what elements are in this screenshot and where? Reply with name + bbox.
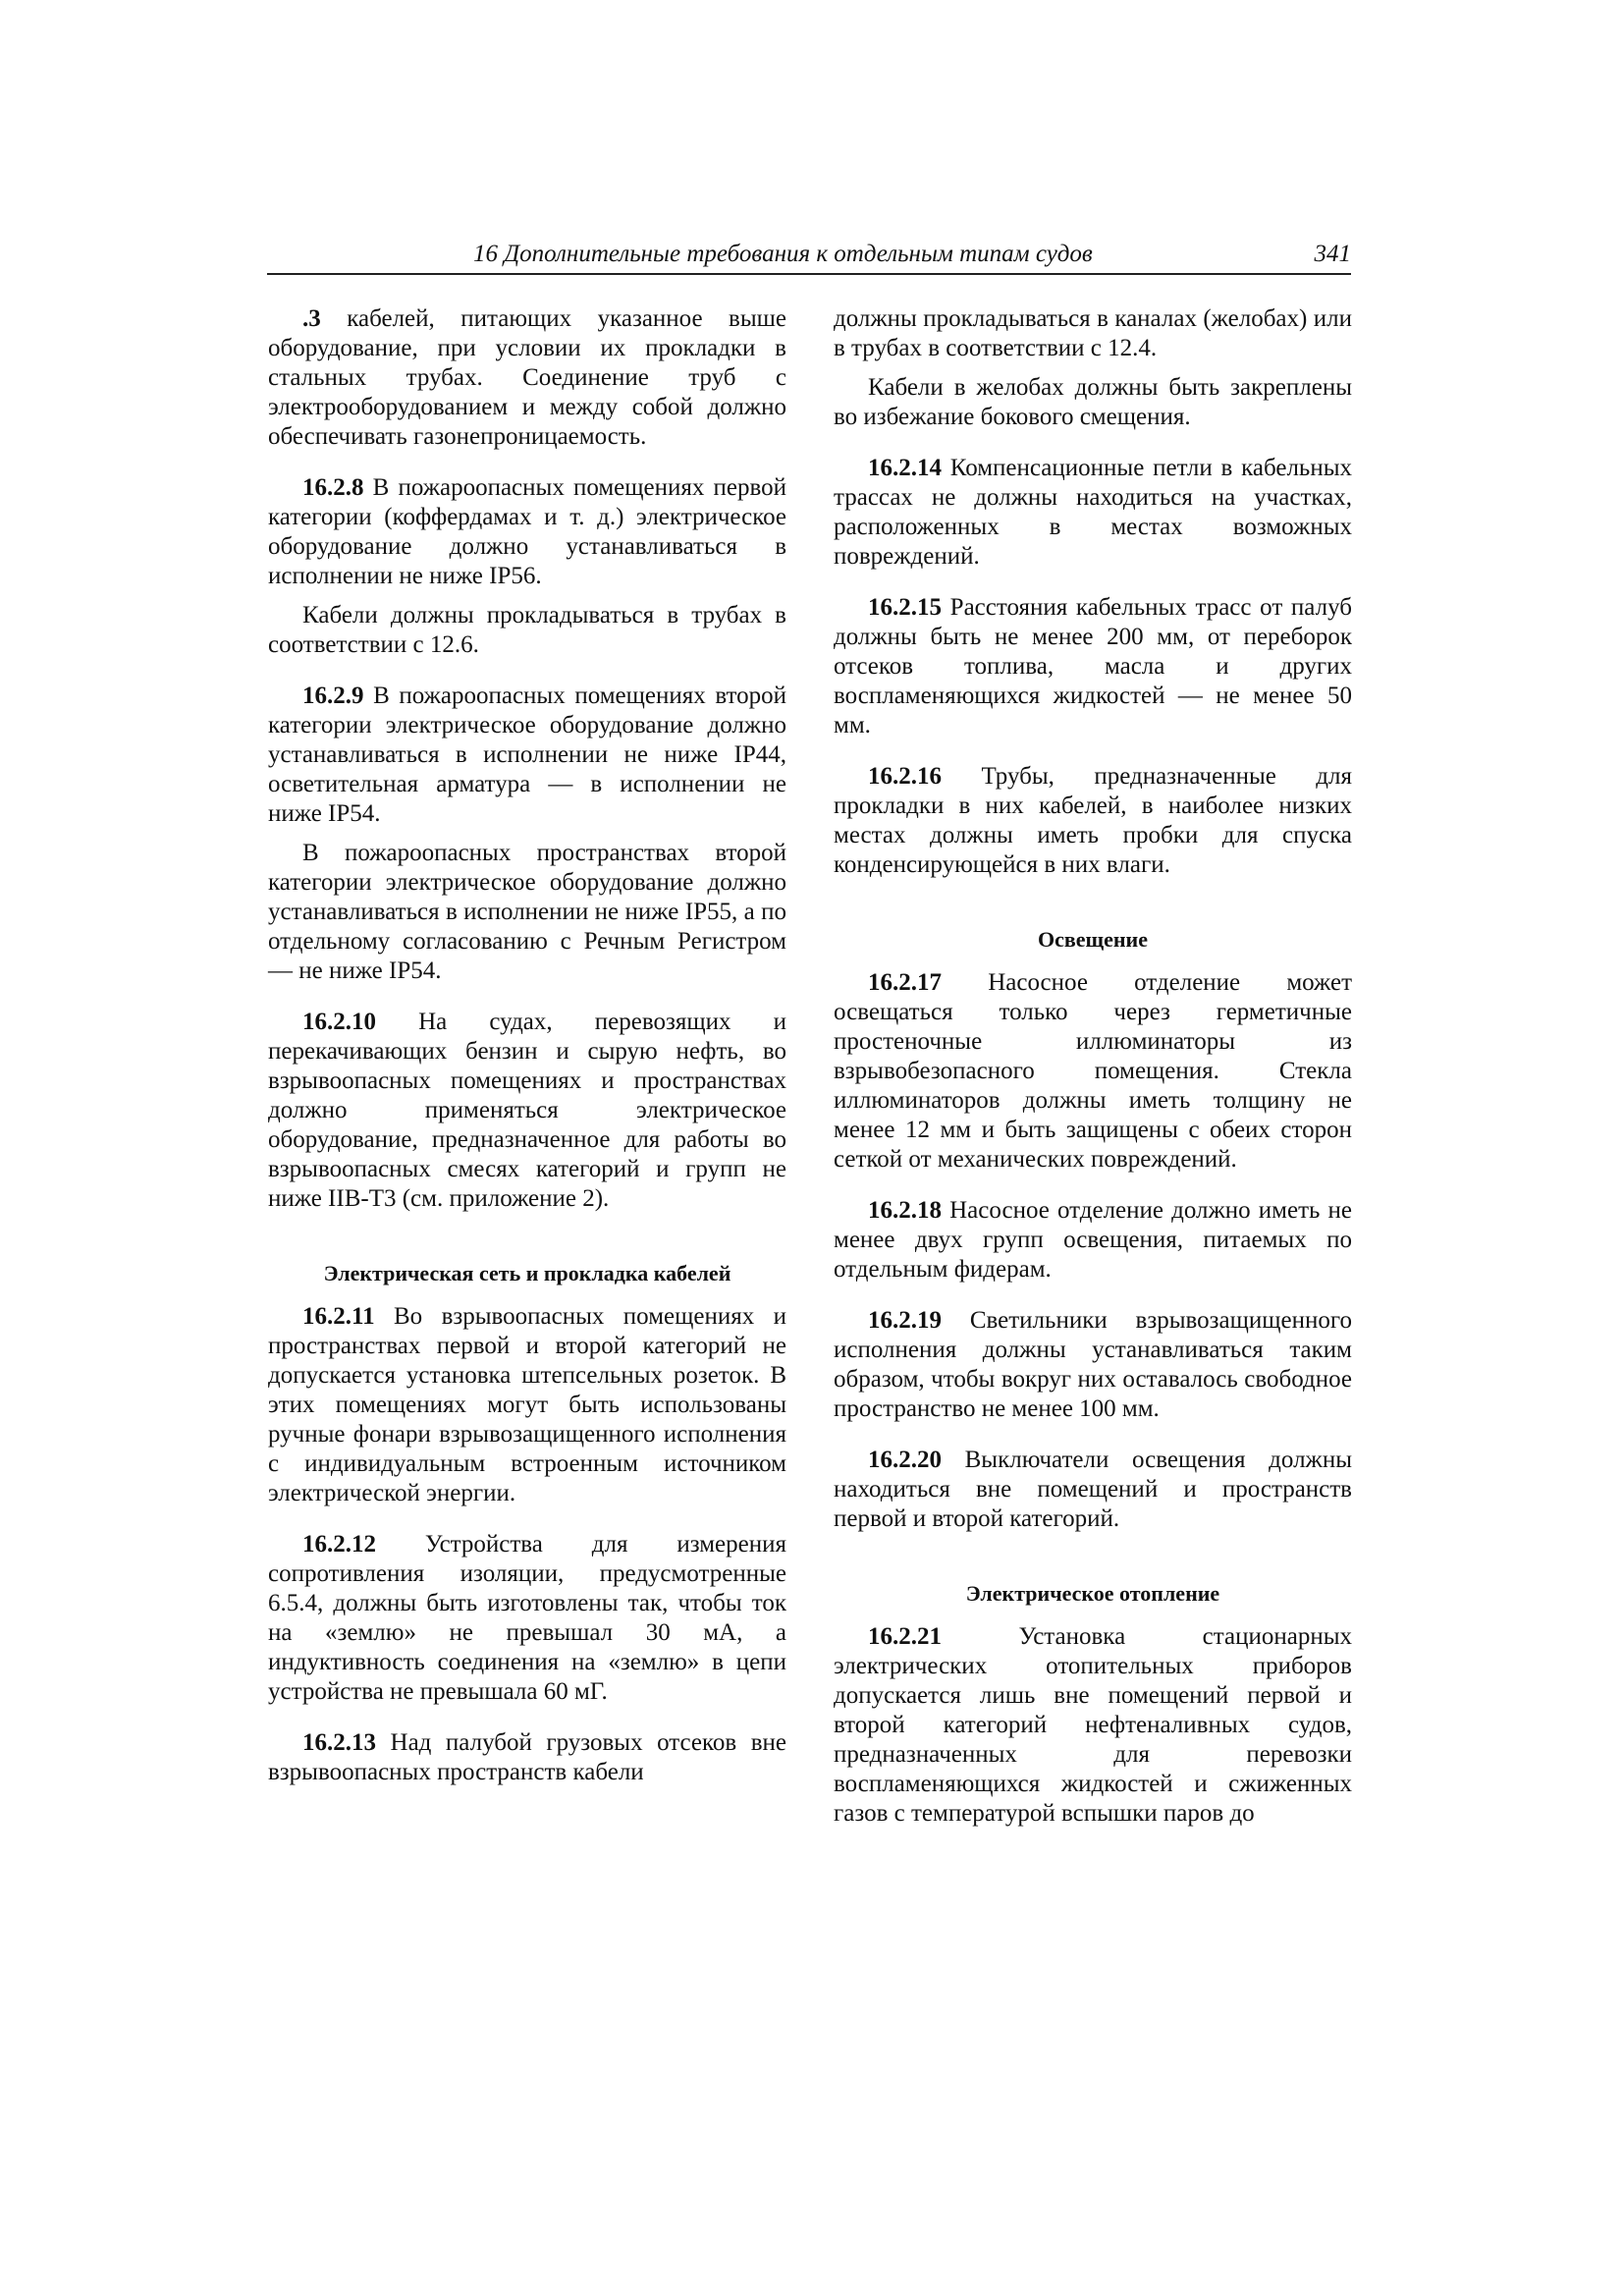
paragraph-text: Во взрывоопасных помещениях и пространствах первой и второй категорий не допускается установка штепсельных розеток. В этих помещениях могут быть использованы ручные фонари взрывозащищенного исполнения с индивидуальным встроенным источником электрической энергии.	[268, 1303, 786, 1506]
paragraph-text: Установка стационарных электрических отопительных приборов допускается лишь вне помещений первой и второй категорий нефтеналивных судов, предназначенных для перевозки воспламеняющихся жидкостей и сжиженных газов с температурой вспышки паров до	[834, 1623, 1352, 1827]
paragraph-text: Насосное отделение должно иметь не менее двух групп освещения, питаемых по отдельным фидерам.	[834, 1197, 1352, 1283]
paragraph-cable-trays: Кабели в желобах должны быть закреплены во избежание бокового смещения.	[834, 374, 1352, 430]
paragraph-text: В пожароопасных помещениях второй категории электрическое оборудование должно устанавливаться в исполнении не ниже IP44, осветительная арматура — в исполнении не ниже IP54.	[268, 683, 786, 827]
paragraph-text: Выключатели освещения должны находиться вне помещений и пространств первой и второй категорий.	[834, 1447, 1352, 1532]
paragraph-16-2-13	[268, 1728, 786, 1787]
clause-number: .3	[302, 305, 321, 332]
paragraph-item-3	[268, 304, 786, 452]
page-number: 341	[1314, 241, 1351, 267]
paragraph-text: Трубы, предназначенные для прокладки в них кабелей, в наиболее низких местах должны иметь пробки для спуска конденсирующейся в них влаги.	[834, 763, 1352, 878]
clause-number: 16.2.14	[868, 455, 942, 481]
clause-number: 16.2.10	[302, 1009, 376, 1035]
clause-number: 16.2.19	[868, 1307, 942, 1334]
clause-number: 16.2.17	[868, 969, 942, 996]
paragraph-text: На судах, перевозящих и перекачивающих бензин и сырую нефть, во взрывоопасных помещениях и пространствах должно применяться электрическое оборудование, предназначенное для работы во взрывоопасных смесях категорий и групп не ниже IIВ-Т3 (см. приложение 2).	[268, 1009, 786, 1212]
paragraph-continuation: должны прокладываться в каналах (желобах) или в трубах в соответствии с 12.4.	[834, 305, 1352, 361]
section-heading-network: Электрическая сеть и прокладка кабелей	[323, 1261, 731, 1285]
clause-number: 16.2.9	[302, 683, 364, 709]
left-column	[268, 304, 786, 1787]
paragraph-cables-pipes: Кабели должны прокладываться в трубах в соответствии с 12.6.	[268, 602, 786, 658]
paragraph-text: Светильники взрывозащищенного исполнения должны устанавливаться таким образом, чтобы вокруг них оставалось свободное пространство не менее 100 мм.	[834, 1307, 1352, 1422]
paragraph-16-2-16	[834, 762, 1352, 880]
running-header	[267, 240, 1351, 275]
clause-number: 16.2.21	[868, 1623, 942, 1650]
paragraph-16-2-8	[268, 473, 786, 591]
paragraph-16-2-14	[834, 454, 1352, 572]
clause-number: 16.2.11	[302, 1303, 375, 1330]
clause-number: 16.2.12	[302, 1531, 376, 1558]
right-column	[834, 304, 1352, 1829]
chapter-title: 16 Дополнительные требования к отдельным типам судов	[473, 241, 1093, 267]
paragraph-16-2-17	[834, 968, 1352, 1175]
clause-number: 16.2.15	[868, 594, 942, 621]
clause-number: 16.2.18	[868, 1197, 942, 1224]
paragraph-text: Насосное отделение может освещаться только через герметичные простеночные иллюминаторы из взрывобезопасного помещения. Стекла иллюминаторов должны иметь толщину не менее 12 мм и быть защищены с обеих сторон сеткой от механических повреждений.	[834, 969, 1352, 1173]
paragraph-16-2-9	[268, 682, 786, 829]
clause-number: 16.2.20	[868, 1447, 942, 1473]
paragraph-16-2-15	[834, 593, 1352, 740]
paragraph-16-2-20	[834, 1446, 1352, 1534]
paragraph-16-2-12	[268, 1530, 786, 1707]
paragraph-16-2-18	[834, 1196, 1352, 1285]
paragraph-16-2-19	[834, 1306, 1352, 1424]
paragraph-text: Расстояния кабельных трасс от палуб должны быть не менее 200 мм, от переборок отсеков топлива, масла и других воспламеняющихся жидкостей — не менее 50 мм.	[834, 594, 1352, 738]
clause-number: 16.2.13	[302, 1729, 376, 1756]
section-heading-heating: Электрическое отопление	[965, 1581, 1220, 1606]
paragraph-16-2-21	[834, 1622, 1352, 1829]
paragraph-text: Устройства для измерения сопротивления изоляции, предусмотренные 6.5.4, должны быть изготовлены так, чтобы ток на «землю» не превышал 30 мА, а индуктивность соединения на «землю» в цепи устройства не превышала 60 мГ.	[268, 1531, 786, 1705]
paragraph-16-2-10	[268, 1008, 786, 1214]
section-heading-lighting: Освещение	[1038, 927, 1148, 952]
paragraph-text: В пожароопасных помещениях первой категории (коффердамах и т. д.) электрическое оборудование должно устанавливаться в исполнении не ниже IP56.	[268, 474, 786, 589]
paragraph-16-2-11	[268, 1302, 786, 1508]
paragraph-text: Над палубой грузовых отсеков вне взрывоопасных пространств кабели	[268, 1729, 786, 1785]
clause-number: 16.2.8	[302, 474, 364, 501]
paragraph-fire-spaces: В пожароопасных пространствах второй категории электрическое оборудование должно устанавливаться в исполнении не ниже IP55, а по отдельному согласованию с Речным Регистром — не ниже IP54.	[268, 840, 786, 984]
clause-number: 16.2.16	[868, 763, 942, 790]
paragraph-text: Компенсационные петли в кабельных трассах не должны находиться на участках, расположенных в местах возможных повреждений.	[834, 455, 1352, 570]
paragraph-text: кабелей, питающих указанное выше оборудование, при условии их прокладки в стальных трубах. Соединение труб с электрооборудованием и между собой должно обеспечивать газонепроницаемость.	[268, 305, 786, 450]
